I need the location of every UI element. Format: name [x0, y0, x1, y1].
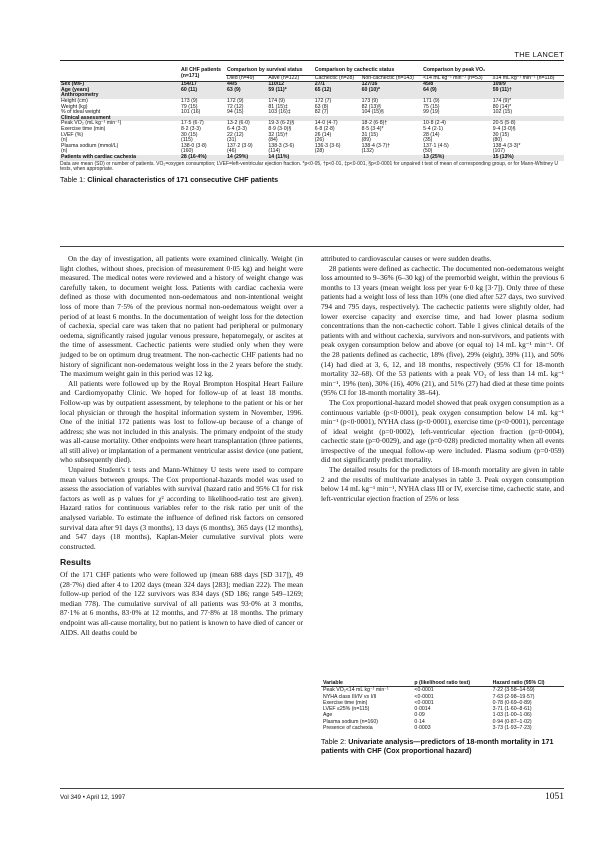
table-1-cell: (84): [268, 137, 278, 144]
table-1-cell: 63 (8): [314, 103, 329, 110]
table-1-cell: (46): [227, 148, 237, 155]
table-2-cell: <0·0001: [414, 687, 434, 694]
table-1-cell: 8·5 (3·4)*: [361, 125, 384, 132]
results-paragraph: Of the 171 CHF patients who were followed up (mean 688 days [SD 317]), 49 (28·7%) died after 4 to 1202 days (mean 324 days [283]; median 222). The mean follow-up period of the 122 survivors was 834 days (SD 186; range 549–1269; median 778). The cumulative survival of all patients was 93·0% at 3 months, 87·1% at 6 months, 83·0% at 12 months, and 77·8% at 18 months. The primary endpoint was all-cause mortality, but no patient is known to have died of cancer or AIDS. All deaths could be: [60, 570, 303, 637]
table-1-cell: 174 (9)*: [492, 97, 512, 104]
table-1-cell: 102 (15): [492, 109, 513, 116]
table-1-group-header: Comparison by cachectic status: [314, 68, 422, 75]
table-1-cell: 137·2 (3·9): [227, 142, 253, 149]
table-1-cell: 22 (12): [227, 131, 244, 138]
table-1-cell: 31 (15): [361, 131, 379, 138]
table-2-caption: [321, 737, 564, 755]
table-1-cell: 59 (11)†: [492, 88, 564, 94]
table-1-cell: (26): [314, 137, 324, 144]
table-1-cell: 109/9: [492, 82, 564, 88]
left-column: [60, 254, 303, 637]
table-2-caption-text: Univariate analysis—predictors of 18-month mortality in 171 patients with CHF (Cox proportional hazard): [321, 737, 554, 756]
results-heading: Results: [60, 557, 92, 568]
table-1-subcol-header: Non-cachectic (n=143): [361, 75, 423, 82]
table-1-cell: 94 (15): [227, 109, 244, 116]
table-1-cell: 80 (14)*: [492, 103, 512, 110]
table-1-cell: 60 (10)*: [361, 88, 423, 94]
table-2-cell: 7·22 (3·58–14·59): [492, 687, 535, 694]
table-2-row: [321, 725, 564, 731]
table-1-subcol-header: Died (n=49): [226, 75, 267, 82]
table-1-cell: (31): [227, 137, 237, 144]
table-1-row-label: Sex (M/F): [60, 82, 180, 88]
table-2-cell: 0·78 (0·69–0·89): [492, 699, 532, 706]
left-paragraphs: [60, 254, 303, 551]
table-2-cell: 7·63 (2·98–19·57): [492, 693, 535, 700]
table-2-row: [321, 687, 564, 694]
table-1-cell: 171 (9): [423, 97, 440, 104]
table-1-cell: 65 (12): [314, 88, 361, 94]
table-1-cell: 172 (9): [227, 97, 244, 104]
table-1-cell: 19·3 (6·2)§: [268, 120, 295, 127]
table-1-cell: (114): [268, 148, 281, 155]
table-1-cell: 28 (16·4%): [180, 155, 226, 161]
table-2-body: [321, 680, 564, 731]
table-1-row-label: Height (cm): [61, 97, 88, 104]
table-2-cell: 0·94 (0·87–1·02): [492, 718, 532, 725]
table-1-cell: (115): [181, 137, 193, 144]
section-rule: [60, 246, 564, 247]
table-1-cell: 127/16: [361, 82, 423, 88]
table-1-row-label: Exercise time (min): [61, 125, 106, 132]
table-1-cell: 110/12: [267, 82, 313, 88]
table-2-cell: LVEF ≤25% (n=115): [323, 706, 370, 713]
table-1-cell: 173 (9): [181, 97, 198, 104]
table-2-cell: Presence of cachexia: [323, 725, 373, 732]
table-1-cell: 6·4 (3·3): [227, 125, 247, 132]
table-2-cell: 0·0014: [414, 706, 431, 713]
table-1-cell: 103 (16)‡: [268, 109, 291, 116]
table-1-cell: 79 (15): [181, 103, 198, 110]
table-1-cell: (107): [492, 148, 505, 155]
table-1-row-label: % of ideal weight: [61, 109, 101, 116]
table-2-grid: [321, 680, 564, 731]
table-1-subcol-header: <14 mL kg⁻¹ min⁻¹ (n=53): [422, 75, 492, 82]
table-2-cell: 3·73 (1·93–7·23): [492, 725, 532, 732]
table-1-caption-text: Clinical characteristics of 171 consecutive CHF patients: [87, 174, 279, 184]
body-paragraph: All patients were followed up by the Royal Brompton Hospital Heart Failure and Cardiomyopathy Clinic. We hoped for follow-up of at least 18 months. Follow-up was by outpatient assessment, by telephone to the patient or his or her local physician or through the hospital information system in November, 1996. One of the initial 172 patients was lost to follow-up because of a change of address; she was not included in this analysis. The primary endpoint of the study was all-cause mortality. Other endpoints were heart transplantation (three patients, all still alive) or implantation of a permanent ventricular assist device (one patient, who subsequently died).: [60, 378, 303, 465]
table-1-cell: (80): [492, 137, 502, 144]
header-rule: [60, 60, 564, 61]
table-1-row-label: (n): [61, 137, 68, 144]
table-1-cell: 13·2 (6·0): [227, 120, 250, 127]
table-1-cell: 13 (25%): [422, 155, 492, 161]
table-1-cell: 9·4 (3·0)§: [492, 125, 516, 132]
table-1-cell: 6·8 (2·8): [314, 125, 335, 132]
table-1-cell: 63 (9): [226, 88, 267, 94]
right-column: [321, 254, 564, 503]
table-1-cell: 99 (19): [423, 109, 440, 116]
table-1-cell: 18·2 (6·8)†: [361, 120, 388, 127]
table-1-row-label: Anthropometry: [60, 93, 180, 99]
table-1-grid: [60, 68, 564, 161]
table-1-cell: 30 (15): [181, 131, 198, 138]
table-1-cell: 60 (11): [180, 88, 226, 94]
table-2-cell: 3·71 (1·60–8·61): [492, 706, 532, 713]
table-1-cell: 138·0 (3·8): [181, 142, 207, 149]
table-1-cell: 26 (14): [314, 131, 332, 138]
table-1-cell: 104 (15)§: [361, 109, 384, 116]
table-1-subcol-header: ≥14 mL kg⁻¹ min⁻¹ (n=118): [492, 75, 564, 82]
table-1-cell: [361, 155, 423, 161]
table-2: [321, 680, 564, 755]
right-paragraphs: [321, 254, 564, 503]
table-1-cell: (35): [423, 137, 433, 144]
body-paragraph: attributed to cardiovascular causes or were sudden deaths.: [321, 254, 492, 263]
table-1-cell: 14 (29%): [226, 155, 267, 161]
table-1-cell: 17·5 (6·7): [181, 120, 204, 127]
table-1-cell: 15 (13%): [492, 155, 564, 161]
table-1-cell: 20·5 (5·8): [492, 120, 516, 127]
table-1-cell: 30 (15): [492, 131, 510, 138]
body-paragraph: The detailed results for the predictors of 18-month mortality are given in table 2 and the results of multivariate analyses in table 3. Peak oxygen consumption below 14 mL kg⁻¹ min⁻¹, NYHA class III or IV, exercise time, cachectic state, and left-ventricular ejection fraction of 25% or less: [321, 465, 565, 503]
table-1-cell: 59 (11)*: [267, 88, 313, 94]
journal-header: THE LANCET: [514, 50, 564, 59]
table-1-cell: 138·4 (3·3)*: [492, 142, 521, 149]
table-1-cell: 72 (12): [227, 103, 244, 110]
table-1-cell: 136·3 (3·6): [314, 142, 341, 149]
table-1-row-label: Clinical assessment: [60, 116, 180, 122]
table-1-cell: (50): [423, 148, 433, 155]
table-1-cell: 101 (16): [181, 109, 201, 116]
table-1-body: [60, 68, 564, 161]
table-1-cell: 81 (15)‡: [268, 103, 288, 110]
table-2-header-row: [321, 680, 564, 687]
table-2-header: Variable: [321, 680, 412, 687]
body-paragraph: Unpaired Student's t tests and Mann-Whitney U tests were used to compare mean values between groups. The Cox proportional-hazards model was used to assess the association of variables with survival (hazard ratio and 95% CI for risk factors as well as p values for χ² according to likelihood-ratio test are given). Hazard ratios for continuous variables refer to the risk ratio per unit of the analysed variable. To estimate the influence of defined risk factors on censored survival data after 91 days (3 months), 13 days (6 months), 365 days (12 months), and 547 days (18 months), Kaplan-Meier cumulative survival plots were constructed.: [60, 465, 303, 551]
table-1-cell: 138·3 (3·6): [268, 142, 295, 149]
table-2-cell: 0·09: [414, 712, 425, 719]
table-1-cell: 172 (7): [314, 97, 332, 104]
table-1-cell: 10·8 (2·4): [423, 120, 446, 127]
table-2-cell: <0·0001: [414, 693, 434, 700]
table-1-cell: 5·4 (2·1): [423, 125, 443, 132]
table-1-row-label: (n): [61, 148, 68, 155]
table-1-cell: 28 (14): [423, 131, 440, 138]
table-1-cell: (132): [361, 148, 374, 155]
page-number: 1051: [545, 792, 564, 802]
table-1-group-header: Comparison by survival status: [226, 68, 314, 75]
table-1-row-label: Plasma sodium (mmol/L): [61, 142, 119, 149]
table-1-cell: 138·4 (3·7)†: [361, 142, 391, 149]
table-1-caption: [60, 174, 564, 184]
table-1-footnote: Data are mean (SD) or number of patients. VO₂=oxygen consumption; LVEF=left-ventricular ejection fraction. *p<0·05, †p<0·01, ‡p<0·001, §p<0·0001 for unpaired t test of mean of corresponding group, or for Mann-Whitney U tests, when appropriate.: [60, 160, 558, 173]
table-1-cell: 44/5: [226, 82, 267, 88]
table-1-cell: 27/1: [314, 82, 361, 88]
table-1-cell: 45/8: [422, 82, 492, 88]
table-2-cell: Age: [323, 712, 333, 719]
table-1-group-header: Comparison by peak VO₂: [422, 68, 564, 75]
table-1-cell: [314, 155, 361, 161]
table-1-cell: 82 (13)§: [361, 103, 381, 110]
table-2-cell: 0·14: [414, 718, 425, 725]
footer-rule: [60, 788, 564, 789]
table-1-row-label: LVEF (%): [61, 131, 84, 138]
table-1-row-label: Weight (kg): [61, 103, 88, 110]
table-2-cell: Peak VO₂<14 mL kg⁻¹ min⁻¹: [323, 687, 389, 694]
table-2-cell: <0·0001: [414, 699, 434, 706]
table-1-group-header-row: [60, 68, 564, 75]
table-1-caption-prefix: Table 1:: [60, 174, 86, 184]
table-1-first-col-header: All CHF patients (n=171): [181, 67, 222, 79]
body-paragraph: 28 patients were defined as cachectic. The documented non-oedematous weight loss amounted to 9–36% (6–30 kg) of the premorbid weight, within the previous 6 months to 13 years (mean weight loss per year 6·0 kg [3·7]). Only three of these patients had a weight loss of less than 10% (one died after 527 days, two survived 794 and 795 days, respectively). The cachectic patients were slightly older, had lower exercise capacity and exercise time, and had lower plasma sodium concentrations than the non-cachectic cohort. Table 1 gives clinical details of the patients with and without cachexia, survivors and non-survivors, and patients with peak oxygen consumption below and above (or equal to) 14 mL kg⁻¹ min⁻¹. Of the 28 patients defined as cachectic, 18% (five), 29% (eight), 39% (11), and 50% (14) had died at 3, 6, 12, and 18 months, respectively (95% CI for 18-month mortality 32–68). Of the 53 patients with a peak VO₂ of less than 14 mL kg⁻¹ min⁻¹, 19% (ten), 30% (16), 40% (21), and 51% (27) had died at these time points (95% CI for 18-month mortality 38–64).: [321, 263, 564, 398]
table-1: [60, 68, 564, 182]
table-1-row-label: Peak VO₂ (mL kg⁻¹ min⁻¹): [61, 120, 122, 127]
table-2-cell: NYHA class III/IV vs I/II: [323, 693, 377, 700]
table-1-cell: 173 (9): [361, 97, 379, 104]
table-2-cell: 0·0003: [414, 725, 431, 732]
table-1-cell: 14 (11%): [267, 155, 313, 161]
table-1-cell: 14·0 (4·7): [314, 120, 338, 127]
table-1-cell: 8·9 (3·0)§: [268, 125, 292, 132]
table-2-cell: Exercise time (min): [323, 699, 368, 706]
table-1-subcol-header: Alive (n=122): [267, 75, 313, 82]
table-1-blank-header: [60, 68, 180, 82]
table-1-row: [60, 155, 564, 161]
table-1-row-label: Patients with cardiac cachexia: [60, 155, 180, 161]
table-1-cell: 154/17: [180, 82, 226, 88]
table-1-cell: 137·1 (4·5): [423, 142, 449, 149]
table-1-row-label: Age (years): [60, 88, 180, 94]
table-1-cell: (89): [361, 137, 371, 144]
table-1-cell: (28): [314, 148, 324, 155]
table-1-cell: (160): [181, 148, 194, 155]
table-1-cell: 64 (9): [422, 88, 492, 94]
table-1-subcol-header: Cachectic (n=28): [314, 75, 361, 82]
table-2-caption-prefix: Table 2:: [321, 737, 347, 747]
table-2-header: Hazard ratio (95% CI): [491, 680, 564, 687]
body-paragraph: The Cox proportional-hazard model showed that peak oxygen consumption as a continuous variable (p<0·0001), peak oxygen consumption below 14 mL kg⁻¹ min⁻¹ (p<0·0001), NYHA class (p<0·0001), exercise time (p<0·0001), percentage of ideal weight (p=0·0002), left-ventricular ejection fraction (p=0·0004), cachectic state (p=0·0029), and age (p=0·028) predicted mortality when all events irrespective of the unequal follow-up were included. Plasma sodium (p=0·059) did not significantly predict mortality.: [321, 397, 564, 465]
table-2-cell: 1·03 (1·00–1·06): [492, 712, 532, 719]
body-paragraph: On the day of investigation, all patients were examined clinically. Weight (in light clothes, without shoes, precision of measurement 0·05 kg) and height were measured. The medical notes were reviewed and a history of weight change was carefully taken, to document weight loss. Patients with cardiac cachexia were defined as those with documented non-oedematous and non-intentional weight loss of more than 7·5% of the previous normal non-oedematous weight over a period of at least 6 months. In the documentation of weight loss for the detection of cachexia, special care was taken that no patient had peripheral or pulmonary oedema, significantly raised jugular venous pressure, hepatomegaly, or ascites at the time of assessment. Cachectic patients were studied only when they were judged to be on optimum drug treatment. The non-cachectic CHF patients had no history of significant non-oedematous weight loss in the 2 years before the study. The maximum weight gain in this period was 12 kg.: [60, 254, 303, 379]
table-1-cell: 174 (9): [268, 97, 285, 104]
table-1-cell: 8·2 (3·3): [181, 125, 201, 132]
table-1-cell: 82 (7): [314, 109, 329, 116]
table-1-cell: 75 (15): [423, 103, 440, 110]
table-2-cell: Plasma sodium (n=160): [323, 718, 378, 725]
footer-volume: Vol 349 • April 12, 1997: [60, 794, 126, 801]
table-1-cell: 32 (15)†: [268, 131, 288, 138]
table-2-header: p (likelihood ratio test): [412, 680, 490, 687]
